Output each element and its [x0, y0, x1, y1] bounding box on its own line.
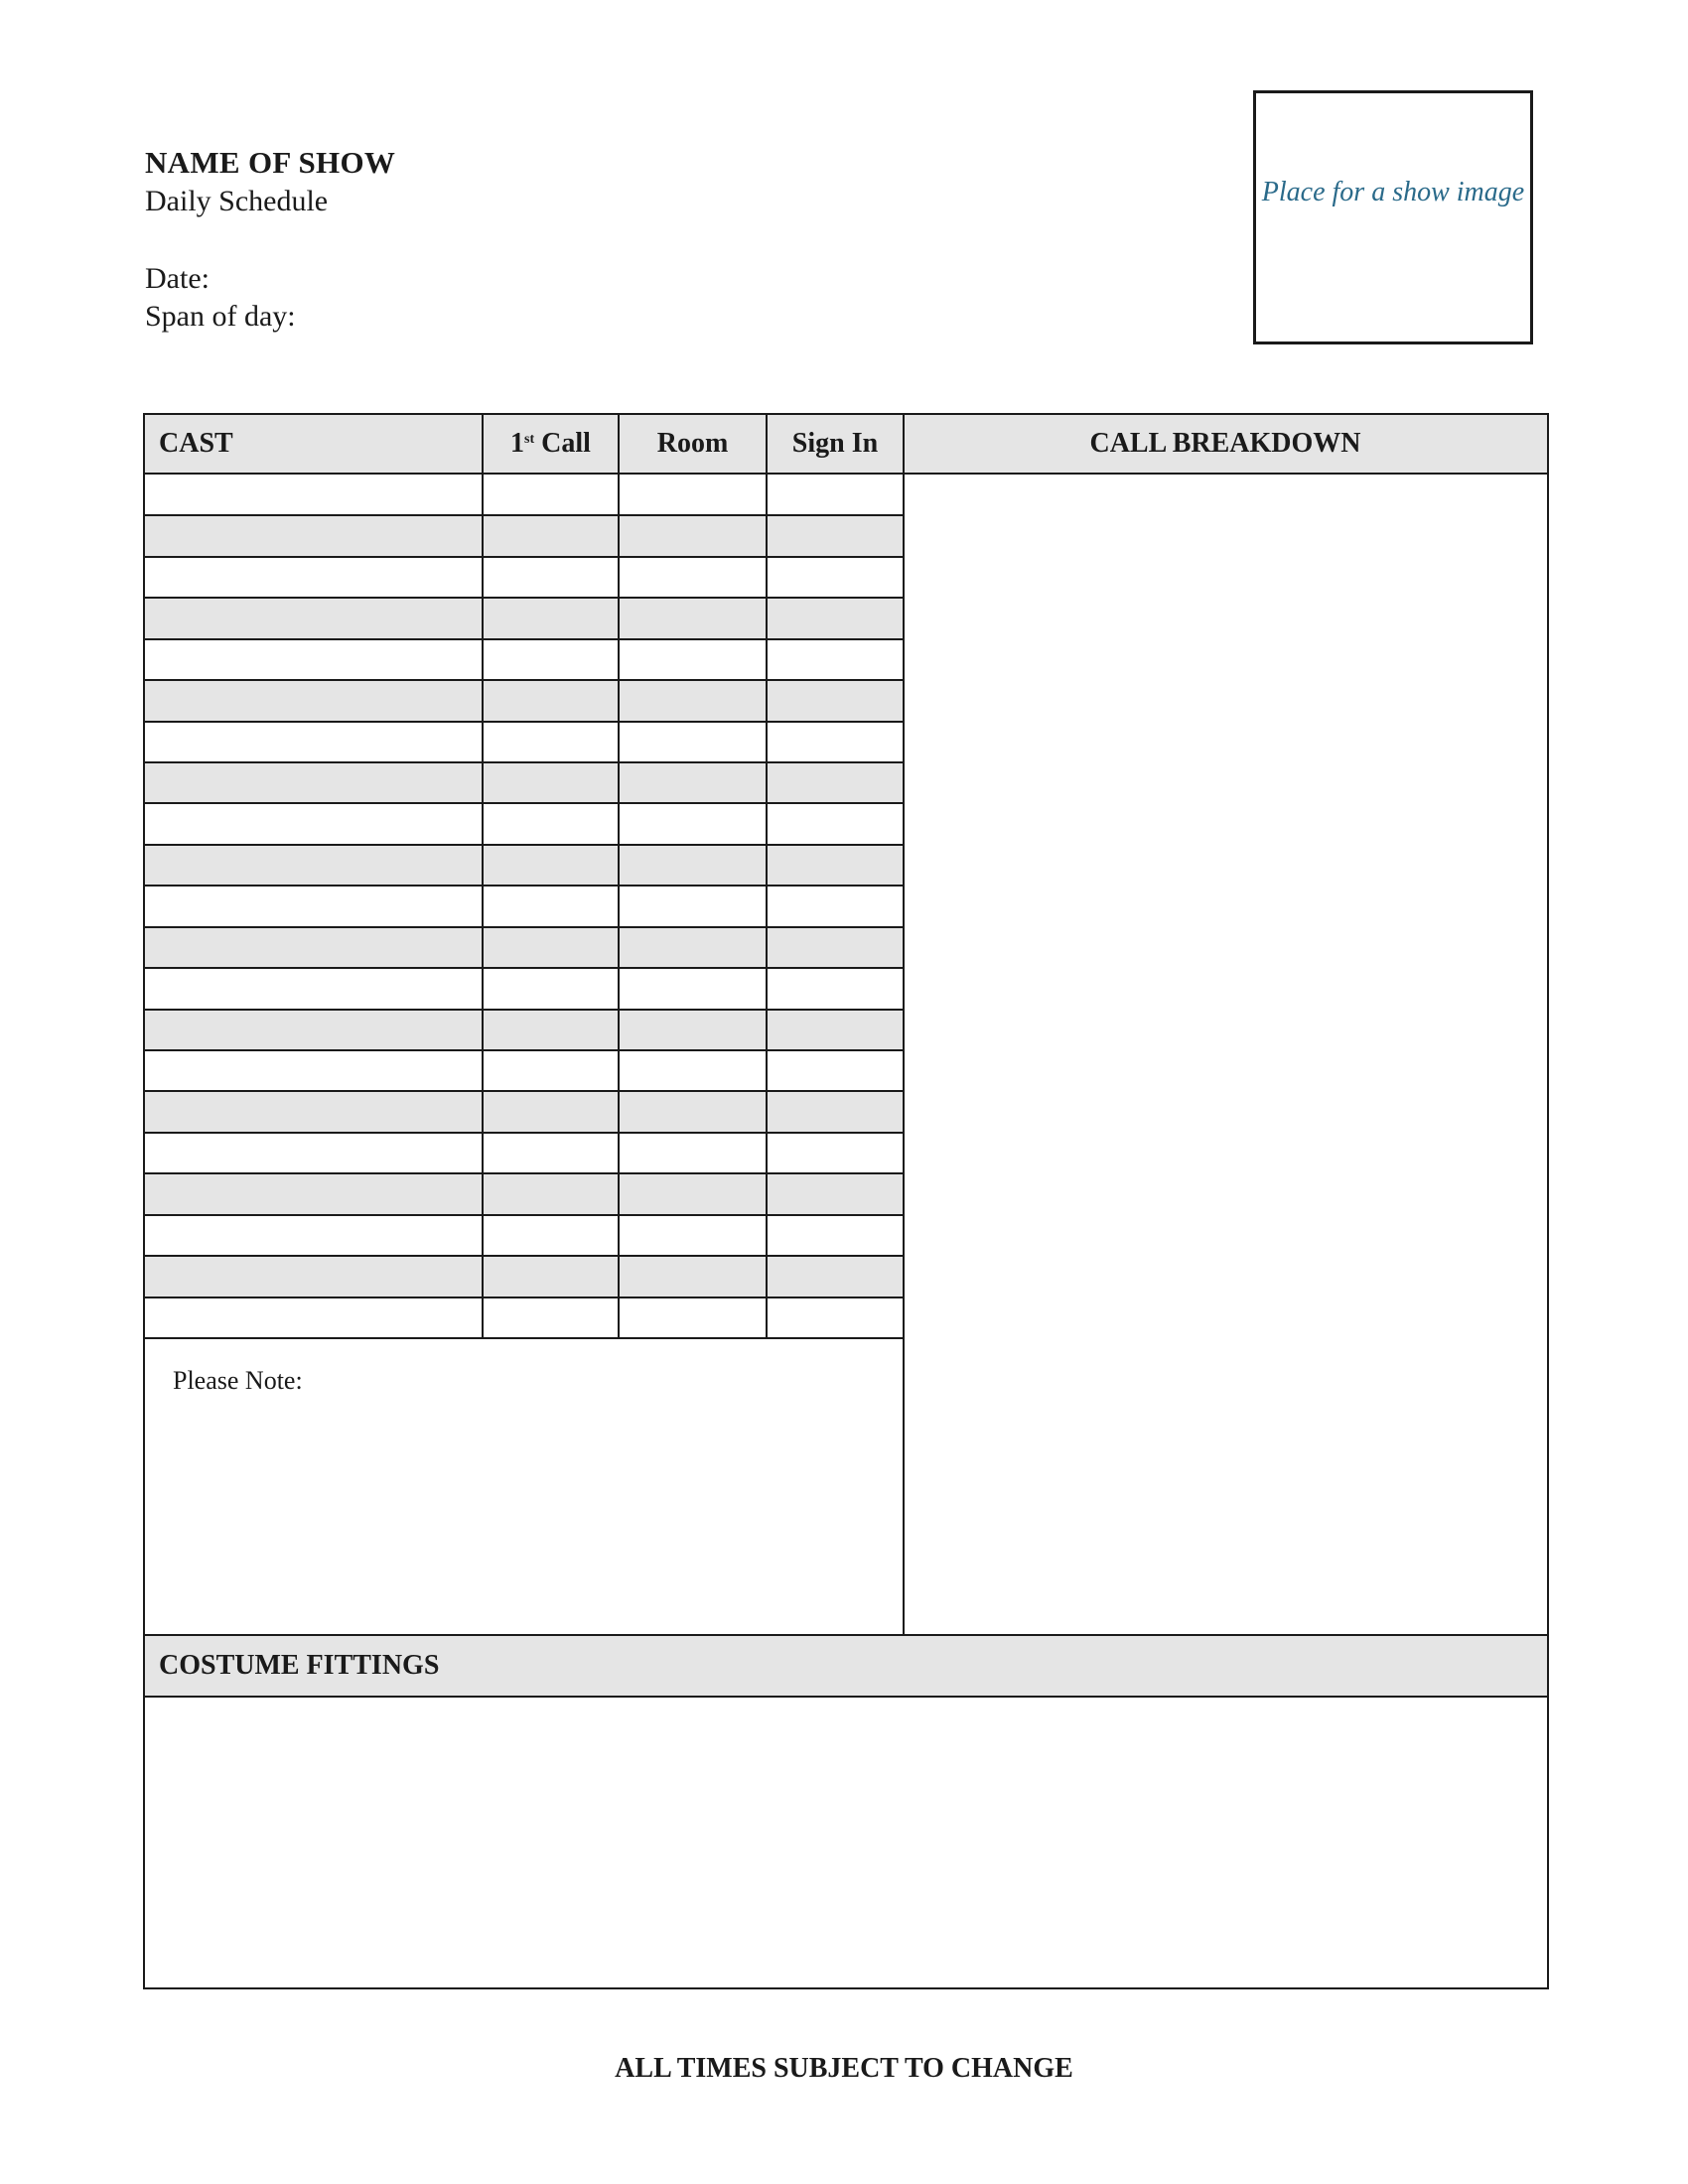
please-note-label: Please Note: [173, 1366, 303, 1395]
cast-row[interactable] [145, 927, 904, 968]
row-divider [145, 556, 904, 558]
cast-row[interactable] [145, 722, 904, 762]
cast-row[interactable] [145, 475, 904, 515]
row-divider [145, 679, 904, 681]
call-breakdown-area[interactable] [906, 475, 1547, 1634]
cast-row[interactable] [145, 1091, 904, 1132]
cast-row[interactable] [145, 680, 904, 721]
cast-column-header [145, 415, 483, 475]
column-divider [766, 415, 768, 1338]
image-placeholder-text: Place for a show image [1261, 177, 1525, 207]
cast-row[interactable] [145, 1256, 904, 1297]
show-title: NAME OF SHOW [145, 145, 396, 180]
cast-row[interactable] [145, 803, 904, 844]
call-breakdown-header [904, 415, 1547, 475]
row-divider [145, 926, 904, 928]
row-divider [145, 1132, 904, 1134]
row-divider [145, 885, 904, 887]
row-divider [145, 1297, 904, 1298]
cast-row[interactable] [145, 557, 904, 598]
times-disclaimer: ALL TIMES SUBJECT TO CHANGE [615, 2053, 1073, 2084]
room-column-header [619, 415, 767, 475]
please-note-area[interactable] [145, 1339, 902, 1634]
cast-row[interactable] [145, 1215, 904, 1256]
cast-row[interactable] [145, 1010, 904, 1050]
span-of-day-label: Span of day: [145, 300, 296, 333]
row-divider [145, 514, 904, 516]
column-divider [618, 415, 620, 1338]
cast-row[interactable] [145, 1173, 904, 1214]
row-divider [145, 1172, 904, 1174]
schedule-subtitle: Daily Schedule [145, 185, 329, 217]
row-divider [145, 1255, 904, 1257]
cast-row[interactable] [145, 639, 904, 680]
section-divider [903, 415, 905, 1635]
cast-row[interactable] [145, 1050, 904, 1091]
call-breakdown-label: CALL BREAKDOWN [1089, 428, 1361, 459]
show-image-placeholder[interactable] [1253, 90, 1533, 344]
cast-rows [145, 475, 904, 1338]
row-divider [145, 761, 904, 763]
row-divider [145, 1090, 904, 1092]
room-header-label: Room [656, 428, 729, 459]
cast-row[interactable] [145, 515, 904, 556]
cast-row[interactable] [145, 886, 904, 926]
sign-in-column-header [767, 415, 904, 475]
row-divider [145, 638, 904, 640]
costume-fittings-area[interactable] [145, 1698, 1547, 1987]
cast-row[interactable] [145, 1133, 904, 1173]
first-call-word: Call [541, 428, 591, 459]
cast-header-label: CAST [159, 428, 233, 459]
cast-row[interactable] [145, 845, 904, 886]
costume-fittings-label: COSTUME FITTINGS [159, 1650, 440, 1681]
row-divider [145, 844, 904, 846]
row-divider [145, 1049, 904, 1051]
row-divider [145, 721, 904, 723]
first-call-column-header [483, 415, 619, 475]
row-divider [145, 1214, 904, 1216]
first-call-ordinal: st [524, 432, 535, 447]
row-divider [145, 967, 904, 969]
cast-row[interactable] [145, 598, 904, 638]
row-divider [145, 597, 904, 599]
schedule-table [143, 413, 1549, 1989]
column-divider [482, 415, 484, 1338]
cast-row[interactable] [145, 762, 904, 803]
cast-row[interactable] [145, 968, 904, 1009]
row-divider [145, 1009, 904, 1011]
sign-in-header-label: Sign In [791, 428, 879, 459]
first-call-number: 1 [510, 428, 525, 459]
date-label: Date: [145, 262, 210, 295]
row-divider [145, 802, 904, 804]
cast-row[interactable] [145, 1297, 904, 1338]
costume-fittings-header [145, 1634, 1547, 1698]
